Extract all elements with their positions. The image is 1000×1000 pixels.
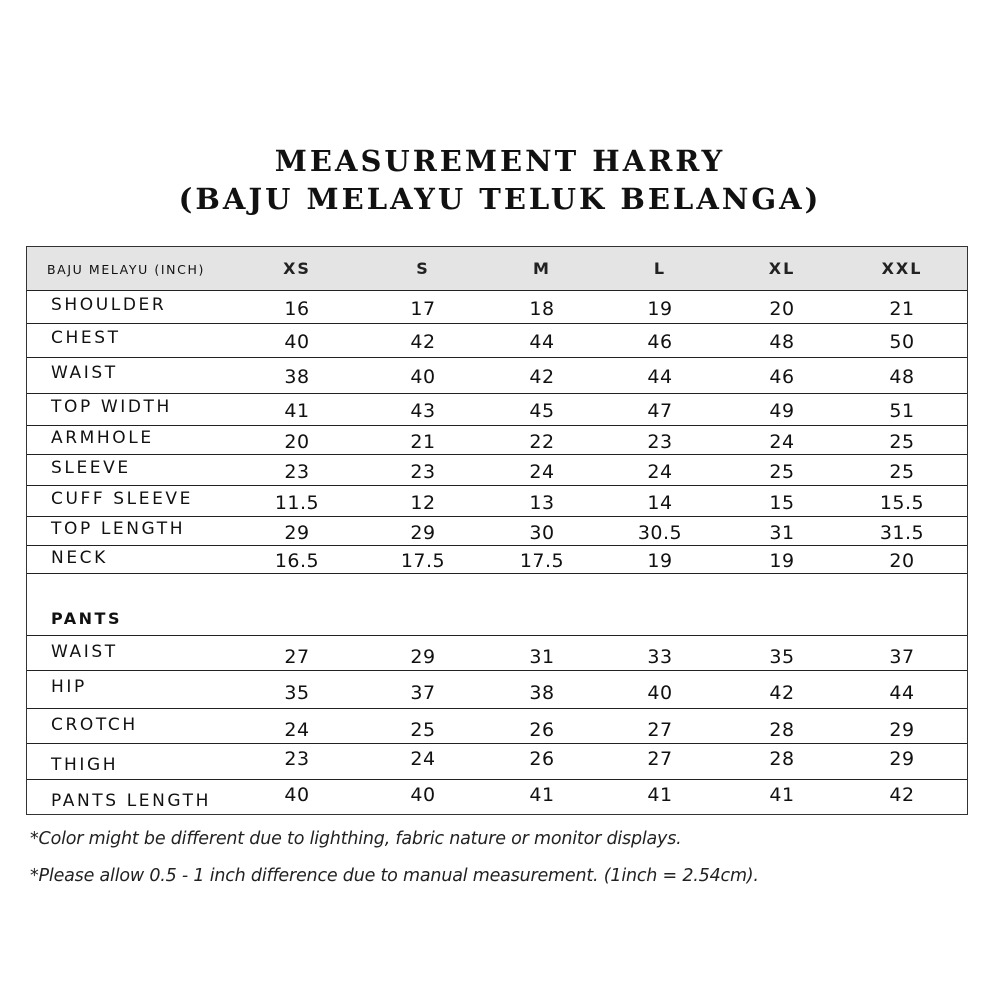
table-cell: 44: [889, 682, 915, 704]
table-cell: 15.5: [879, 492, 925, 514]
row-label: THIGH: [51, 755, 119, 775]
table-cell: 40: [284, 331, 310, 353]
table-cell: 37: [889, 646, 915, 668]
table-header-row: [27, 247, 967, 291]
table-row: [27, 546, 967, 574]
table-cell: 45: [529, 400, 555, 422]
table-cell: 17.5: [519, 550, 565, 572]
table-cell: 23: [647, 431, 673, 453]
table-cell: 23: [410, 461, 436, 483]
table-cell: 25: [889, 461, 915, 483]
table-cell: 41: [769, 784, 795, 806]
table-cell: 48: [769, 331, 795, 353]
table-cell: 49: [769, 400, 795, 422]
table-cell: 22: [529, 431, 555, 453]
table-cell: 31.5: [879, 522, 925, 544]
page-title: MEASUREMENT HARRY: [274, 144, 726, 178]
table-cell: 24: [647, 461, 673, 483]
table-cell: 37: [410, 682, 436, 704]
table-cell: 18: [529, 298, 555, 320]
table-row: [27, 486, 967, 517]
pants-section-label: PANTS: [51, 609, 122, 628]
table-cell: 31: [529, 646, 555, 668]
table-cell: 23: [284, 461, 310, 483]
table-cell: 38: [284, 366, 310, 388]
table-cell: 15: [769, 492, 795, 514]
row-label: CUFF SLEEVE: [51, 489, 193, 509]
table-cell: 48: [889, 366, 915, 388]
table-cell: 24: [284, 719, 310, 741]
table-cell: 40: [410, 366, 436, 388]
table-cell: 46: [769, 366, 795, 388]
table-cell: 40: [647, 682, 673, 704]
table-cell: 44: [647, 366, 673, 388]
table-cell: 27: [647, 748, 673, 770]
row-label: WAIST: [51, 363, 118, 383]
table-cell: 21: [410, 431, 436, 453]
table-cell: 19: [769, 550, 795, 572]
table-row: [27, 636, 967, 671]
table-cell: 42: [410, 331, 436, 353]
table-cell: 19: [647, 298, 673, 320]
table-cell: 30.5: [637, 522, 683, 544]
table-cell: 35: [284, 682, 310, 704]
row-label: HIP: [51, 677, 87, 697]
table-cell: 17.5: [400, 550, 446, 572]
row-label: SHOULDER: [51, 295, 167, 315]
table-cell: 41: [529, 784, 555, 806]
table-cell: 24: [769, 431, 795, 453]
table-cell: 43: [410, 400, 436, 422]
row-label: NECK: [51, 548, 108, 568]
size-header-xs: XS: [283, 259, 311, 278]
table-cell: 42: [769, 682, 795, 704]
table-cell: 25: [889, 431, 915, 453]
page-subtitle: (BAJU MELAYU TELUK BELANGA): [178, 182, 822, 216]
table-cell: 27: [284, 646, 310, 668]
table-cell: 46: [647, 331, 673, 353]
row-label: CHEST: [51, 328, 121, 348]
table-cell: 47: [647, 400, 673, 422]
row-label: WAIST: [51, 642, 118, 662]
pants-section-row: [27, 574, 967, 636]
table-row: [27, 671, 967, 709]
table-cell: 25: [769, 461, 795, 483]
table-cell: 29: [889, 719, 915, 741]
table-cell: 17: [410, 298, 436, 320]
table-cell: 26: [529, 719, 555, 741]
table-cell: 20: [889, 550, 915, 572]
table-cell: 33: [647, 646, 673, 668]
table-cell: 29: [889, 748, 915, 770]
table-cell: 26: [529, 748, 555, 770]
table-row: [27, 426, 967, 455]
size-header-xl: XL: [768, 259, 796, 278]
table-cell: 40: [284, 784, 310, 806]
table-cell: 38: [529, 682, 555, 704]
table-cell: 29: [410, 646, 436, 668]
table-cell: 21: [889, 298, 915, 320]
table-cell: 44: [529, 331, 555, 353]
row-label: SLEEVE: [51, 458, 131, 478]
table-row: [27, 455, 967, 486]
header-label: BAJU MELAYU (INCH): [47, 262, 205, 277]
table-cell: 23: [284, 748, 310, 770]
table-row: [27, 780, 967, 816]
table-cell: 16.5: [274, 550, 320, 572]
row-label: TOP WIDTH: [51, 397, 172, 417]
table-cell: 12: [410, 492, 436, 514]
size-header-m: M: [533, 259, 551, 278]
table-cell: 41: [284, 400, 310, 422]
table-cell: 42: [529, 366, 555, 388]
table-cell: 30: [529, 522, 555, 544]
table-cell: 25: [410, 719, 436, 741]
table-row: [27, 324, 967, 358]
table-cell: 24: [410, 748, 436, 770]
row-label: TOP LENGTH: [51, 519, 186, 539]
table-cell: 41: [647, 784, 673, 806]
note-measurement: *Please allow 0.5 - 1 inch difference due to manual measurement. (1inch = 2.54cm).: [30, 866, 759, 886]
table-cell: 19: [647, 550, 673, 572]
table-row: [27, 291, 967, 324]
table-row: [27, 744, 967, 780]
table-row: [27, 394, 967, 426]
size-header-s: S: [416, 259, 430, 278]
table-cell: 28: [769, 748, 795, 770]
table-cell: 50: [889, 331, 915, 353]
table-cell: 31: [769, 522, 795, 544]
table-cell: 20: [769, 298, 795, 320]
table-cell: 28: [769, 719, 795, 741]
table-cell: 16: [284, 298, 310, 320]
table-cell: 11.5: [274, 492, 320, 514]
table-cell: 51: [889, 400, 915, 422]
table-cell: 24: [529, 461, 555, 483]
size-header-xxl: XXL: [881, 259, 923, 278]
table-cell: 42: [889, 784, 915, 806]
table-cell: 40: [410, 784, 436, 806]
table-row: [27, 709, 967, 744]
table-cell: 13: [529, 492, 555, 514]
note-color: *Color might be different due to lighthing, fabric nature or monitor displays.: [30, 829, 682, 849]
row-label: ARMHOLE: [51, 428, 154, 448]
row-label: PANTS LENGTH: [51, 791, 211, 811]
table-cell: 29: [410, 522, 436, 544]
table-row: [27, 358, 967, 394]
size-chart-table: [26, 246, 968, 815]
table-row: [27, 517, 967, 546]
table-cell: 14: [647, 492, 673, 514]
table-cell: 29: [284, 522, 310, 544]
table-cell: 35: [769, 646, 795, 668]
row-label: CROTCH: [51, 715, 138, 735]
size-header-l: L: [653, 259, 667, 278]
table-cell: 27: [647, 719, 673, 741]
table-cell: 20: [284, 431, 310, 453]
